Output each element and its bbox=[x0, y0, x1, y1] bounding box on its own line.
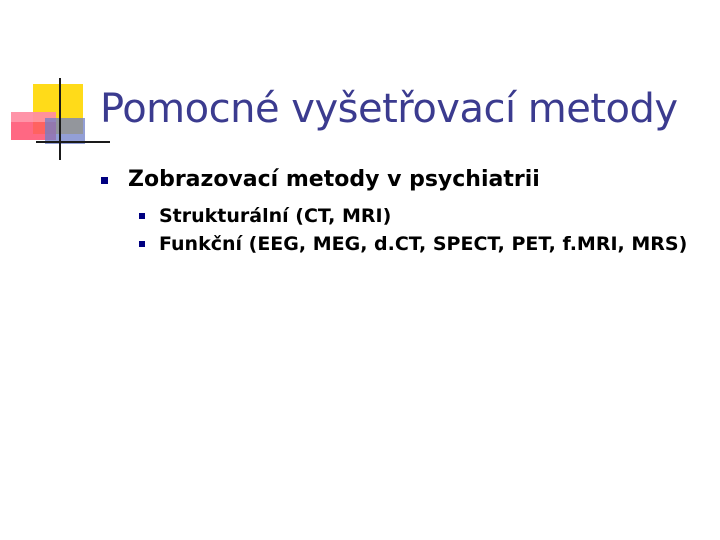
bullet-level1-text: Zobrazovací metody v psychiatrii bbox=[128, 167, 540, 192]
square-bullet-icon bbox=[101, 177, 108, 184]
sub-bullet-text: Strukturální (CT, MRI) bbox=[159, 205, 392, 227]
sub-bullet-text: Funkční (EEG, MEG, d.CT, SPECT, PET, f.MRI, MRS) bbox=[159, 233, 688, 255]
slide-title: Pomocné vyšetřovací metody bbox=[100, 86, 678, 132]
slide-logo-decoration bbox=[0, 0, 110, 170]
square-bullet-icon bbox=[139, 213, 145, 219]
sub-bullet-functional bbox=[0, 230, 720, 258]
square-bullet-icon bbox=[139, 241, 145, 247]
sub-bullet-structural bbox=[0, 202, 720, 230]
logo-blue-square bbox=[45, 118, 85, 144]
sub-bullet-list bbox=[0, 202, 720, 258]
